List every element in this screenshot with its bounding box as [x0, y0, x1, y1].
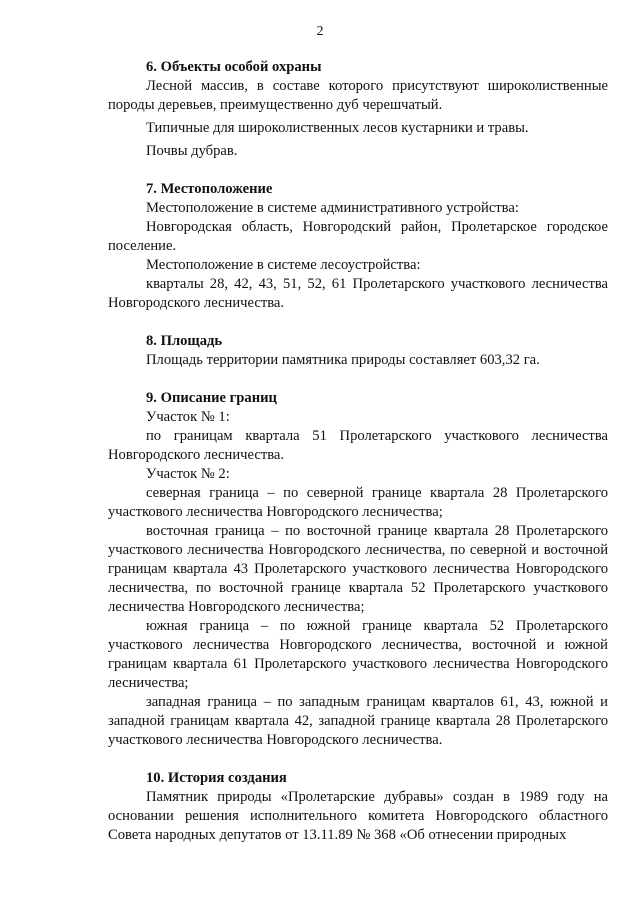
paragraph: Новгородская область, Новгородский район, Пролетарское городское поселение. [108, 219, 608, 254]
section-history [108, 769, 608, 845]
paragraph: Участок № 1: [146, 409, 230, 425]
paragraph: по границам квартала 51 Пролетарского участкового лесничества Новгородского лесничества. [108, 428, 608, 463]
paragraph: восточная граница – по восточной границе квартала 28 Пролетарского участкового лесничества Новгородского лесничества, по северной и восточной границам квартала 43 Пролетарского участкового лесничества Новгородского лесничества, по восточной границе квартала 52 Пролетарского участкового лесничества Новгородского лесничества; [108, 523, 608, 615]
section-location [108, 180, 608, 313]
paragraph: Памятник природы «Пролетарские дубравы» создан в 1989 году на основании решения исполнительного комитета Новгородского областного Совета народных депутатов от 13.11.89 № 368 «Об отнесении природных [108, 789, 608, 843]
section-protected-objects [108, 58, 608, 161]
paragraph: Лесной массив, в составе которого присутствуют широколиственные породы деревьев, преимущественно дуб черешчатый. [108, 78, 608, 113]
section-area [108, 332, 608, 370]
section-title: 9. Описание границ [146, 390, 277, 406]
page-number: 2 [316, 24, 324, 39]
paragraph: Местоположение в системе лесоустройства: [146, 257, 421, 273]
section-title: 10. История создания [146, 770, 287, 786]
section-boundaries [108, 389, 608, 750]
paragraph: кварталы 28, 42, 43, 51, 52, 61 Пролетарского участкового лесничества Новгородского лесничества. [108, 276, 608, 311]
section-title: 6. Объекты особой охраны [146, 59, 322, 75]
paragraph: Типичные для широколиственных лесов кустарники и травы. [146, 120, 529, 136]
paragraph: северная граница – по северной границе квартала 28 Пролетарского участкового лесничества Новгородского лесничества; [108, 485, 608, 520]
paragraph: западная граница – по западным границам кварталов 61, 43, южной и западной границам квартала 42, западной границе квартала 28 Пролетарского участкового лесничества Новгородского лесничества. [108, 694, 608, 748]
document-body [108, 58, 608, 845]
paragraph: Площадь территории памятника природы составляет 603,32 га. [146, 352, 540, 368]
paragraph: южная граница – по южной границе квартала 52 Пролетарского участкового лесничества Новгородского лесничества, восточной и южной границам квартала 61 Пролетарского участкового лесничества Новгородского лесничества; [108, 618, 608, 691]
paragraph: Местоположение в системе административного устройства: [146, 200, 519, 216]
paragraph: Участок № 2: [146, 466, 230, 482]
paragraph: Почвы дубрав. [146, 143, 238, 159]
section-title: 7. Местоположение [146, 181, 273, 197]
section-title: 8. Площадь [146, 333, 223, 349]
